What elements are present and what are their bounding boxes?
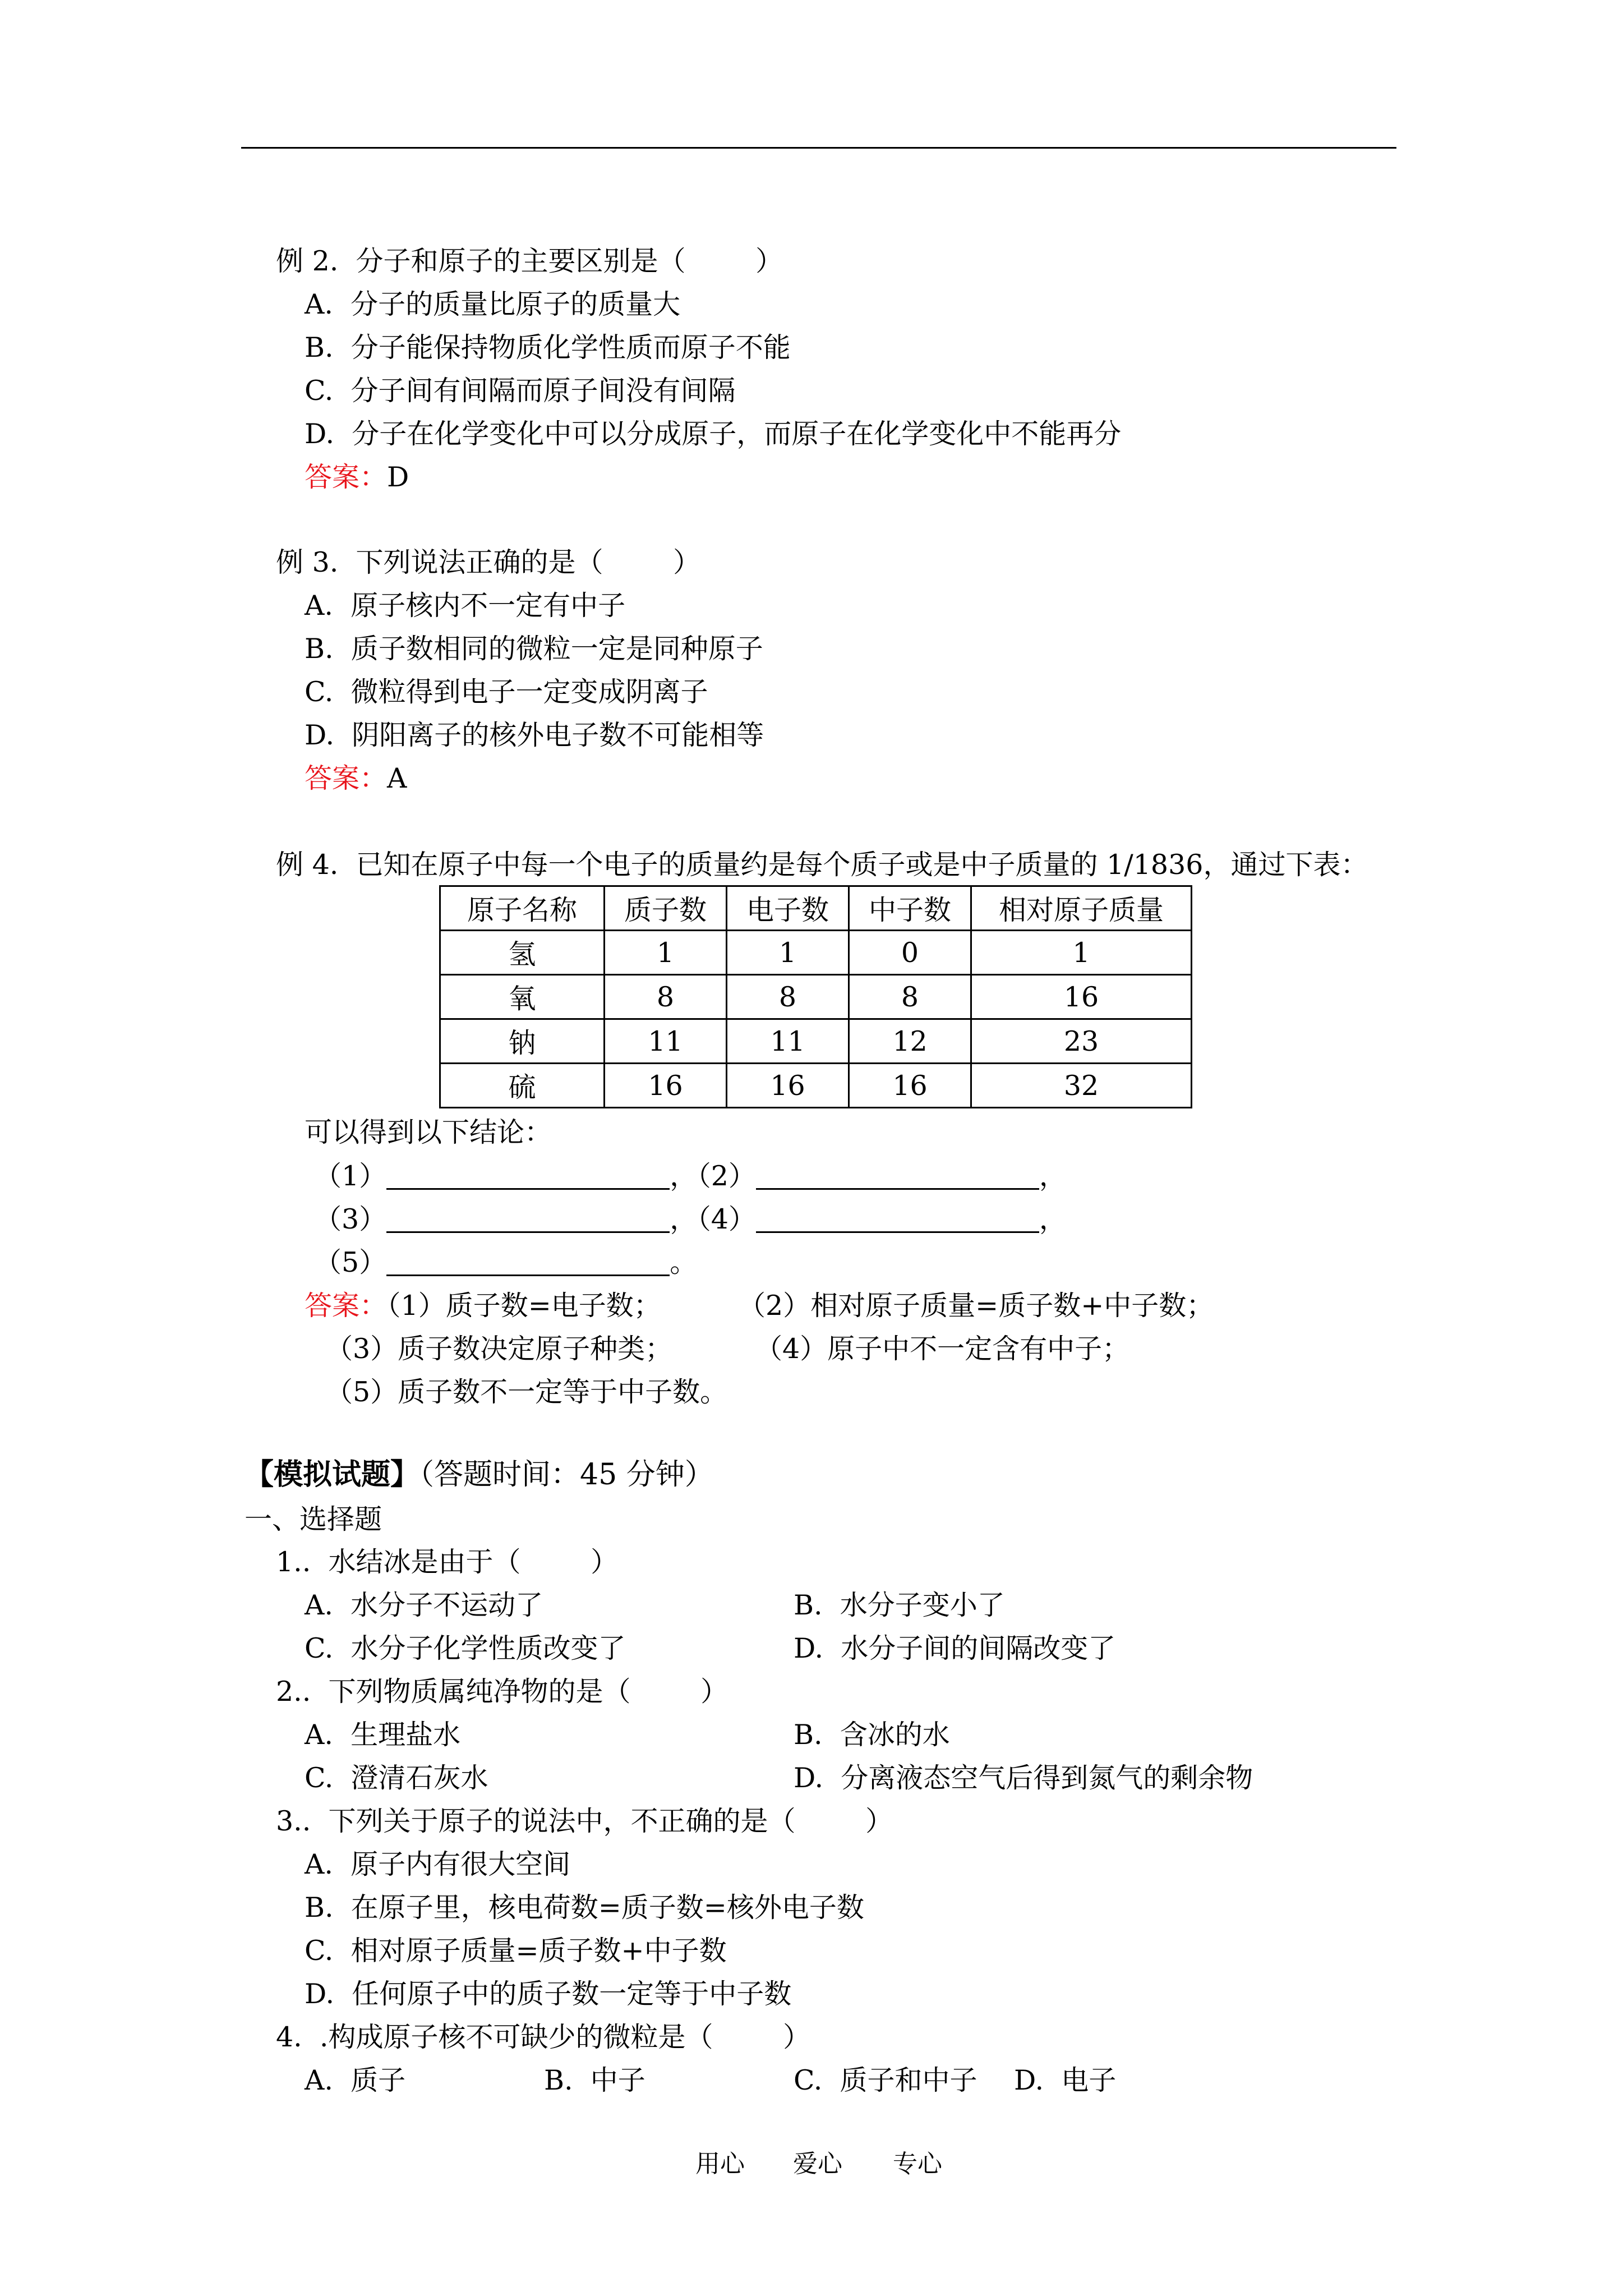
answer-label: 答案： xyxy=(305,461,388,493)
example3-option-a: A. 原子核内不一定有中子 xyxy=(305,590,626,622)
answer-item-2: （2）相对原子质量=质子数+中子数； xyxy=(738,1290,1214,1322)
table-cell: 16 xyxy=(849,1064,971,1108)
question-3-option-a: A. 原子内有很大空间 xyxy=(305,1848,571,1880)
answer-item-5: （5）质子数不一定等于中子数。 xyxy=(325,1376,728,1408)
section-title: 一、选择题 xyxy=(245,1503,382,1535)
table-header: 相对原子质量 xyxy=(971,886,1192,931)
question-4-stem: 4. .构成原子核不可缺少的微粒是（ ） xyxy=(276,2021,811,2053)
blank-label-3: （3） xyxy=(314,1203,387,1235)
question-3-stem: 3.. 下列关于原子的说法中，不正确的是（ ） xyxy=(276,1805,893,1837)
mock-time: （答题时间：45 分钟） xyxy=(419,1458,714,1492)
question-3-option-c: C. 相对原子质量=质子数+中子数 xyxy=(305,1935,727,1967)
example2-option-b: B. 分子能保持物质化学性质而原子不能 xyxy=(305,332,791,364)
blank-label-2: ，（2） xyxy=(670,1160,756,1192)
table-row xyxy=(440,975,1192,1019)
table-cell: 8 xyxy=(849,975,971,1019)
blank-sep: ， xyxy=(1039,1203,1067,1235)
example3-option-d: D. 阴阳离子的核外电子数不可能相等 xyxy=(305,719,764,751)
answer-value: A xyxy=(387,762,407,794)
blank-5 xyxy=(386,1252,670,1276)
example2-option-a: A. 分子的质量比原子的质量大 xyxy=(305,288,681,320)
table-cell: 0 xyxy=(849,931,971,975)
header-rule xyxy=(241,147,1396,149)
blank-sep: ， xyxy=(1039,1160,1067,1192)
question-1-option-c: C. 水分子化学性质改变了 xyxy=(305,1632,626,1664)
table-header: 电子数 xyxy=(727,886,849,931)
example2-option-d: D. 分子在化学变化中可以分成原子，而原子在化学变化中不能再分 xyxy=(305,418,1122,450)
blank-2 xyxy=(756,1166,1039,1190)
question-2-option-a: A. 生理盐水 xyxy=(305,1719,461,1751)
table-header: 中子数 xyxy=(849,886,971,931)
table-cell: 32 xyxy=(971,1064,1192,1108)
table-row xyxy=(440,1019,1192,1064)
blank-line-2 xyxy=(314,1205,1067,1233)
question-2-stem: 2.. 下列物质属纯净物的是（ ） xyxy=(276,1676,728,1708)
table-cell: 23 xyxy=(971,1019,1192,1064)
table-cell: 1 xyxy=(605,931,727,975)
table-cell: 8 xyxy=(727,975,849,1019)
example3-option-c: C. 微粒得到电子一定变成阴离子 xyxy=(305,676,708,708)
question-4-option-d: D. 电子 xyxy=(1014,2064,1117,2096)
blank-end: 。 xyxy=(670,1246,698,1278)
question-1-option-b: B. 水分子变小了 xyxy=(794,1589,1005,1621)
question-1-stem: 1.. 水结冰是由于（ ） xyxy=(276,1546,619,1578)
table-cell: 16 xyxy=(605,1064,727,1108)
blank-label-5: （5） xyxy=(314,1246,387,1278)
question-2-option-c: C. 澄清石灰水 xyxy=(305,1762,488,1794)
conclusion-prompt: 可以得到以下结论： xyxy=(305,1116,552,1148)
answer-label: 答案： xyxy=(305,1290,388,1322)
table-row xyxy=(440,1064,1192,1108)
mock-title: 【模拟试题】 xyxy=(245,1457,420,1492)
blank-label-4: ，（4） xyxy=(670,1203,756,1235)
blank-4 xyxy=(756,1209,1039,1233)
table-cell: 钠 xyxy=(440,1019,605,1064)
example3-option-b: B. 质子数相同的微粒一定是同种原子 xyxy=(305,633,763,665)
question-4-option-a: A. 质子 xyxy=(305,2064,406,2096)
table-cell: 1 xyxy=(727,931,849,975)
question-3-option-b: B. 在原子里，核电荷数=质子数=核外电子数 xyxy=(305,1892,864,1924)
table-cell: 16 xyxy=(727,1064,849,1108)
table-cell: 氧 xyxy=(440,975,605,1019)
table-cell: 1 xyxy=(971,931,1192,975)
question-4-option-c: C. 质子和中子 xyxy=(794,2064,978,2096)
blank-1 xyxy=(386,1166,670,1190)
table-row xyxy=(440,931,1192,975)
blank-line-1 xyxy=(314,1162,1067,1190)
answer-item-1: （1）质子数=电子数； xyxy=(387,1290,661,1322)
example4-stem: 例 4. 已知在原子中每一个电子的质量约是每个质子或是中子质量的 1/1836，通过下表： xyxy=(276,849,1368,881)
mock-heading xyxy=(245,1457,714,1492)
table-cell: 16 xyxy=(971,975,1192,1019)
answer-item-3: （3）质子数决定原子种类； xyxy=(325,1333,673,1365)
question-4-option-b: B. 中子 xyxy=(544,2064,645,2096)
answer-label: 答案： xyxy=(305,762,388,794)
table-cell: 8 xyxy=(605,975,727,1019)
footer-text-2: 爱心 xyxy=(793,2150,842,2178)
answer-item-4: （4）原子中不一定含有中子； xyxy=(755,1333,1130,1365)
table-cell: 11 xyxy=(605,1019,727,1064)
footer-text-1: 用心 xyxy=(695,2150,745,2178)
table-header: 原子名称 xyxy=(440,886,605,931)
blank-line-3 xyxy=(314,1246,698,1278)
table-header-row xyxy=(440,886,1192,931)
example3-answer xyxy=(305,762,407,794)
example2-stem: 例 2. 分子和原子的主要区别是（ ） xyxy=(276,245,783,277)
question-2-option-b: B. 含冰的水 xyxy=(794,1719,950,1751)
question-3-option-d: D. 任何原子中的质子数一定等于中子数 xyxy=(305,1978,792,2010)
example4-answer-line-1 xyxy=(305,1290,661,1322)
table-cell: 11 xyxy=(727,1019,849,1064)
table-header: 质子数 xyxy=(605,886,727,931)
atom-table xyxy=(439,885,1192,1108)
blank-label-1: （1） xyxy=(314,1160,387,1192)
blank-3 xyxy=(386,1209,670,1233)
question-1-option-a: A. 水分子不运动了 xyxy=(305,1589,543,1621)
example3-stem: 例 3. 下列说法正确的是（ ） xyxy=(276,546,701,578)
question-1-option-d: D. 水分子间的间隔改变了 xyxy=(794,1632,1116,1664)
table-cell: 氢 xyxy=(440,931,605,975)
question-2-option-d: D. 分离液态空气后得到氮气的剩余物 xyxy=(794,1762,1253,1794)
answer-value: D xyxy=(387,461,409,493)
footer-text-3: 专心 xyxy=(893,2150,942,2178)
table-cell: 硫 xyxy=(440,1064,605,1108)
table-cell: 12 xyxy=(849,1019,971,1064)
example2-option-c: C. 分子间有间隔而原子间没有间隔 xyxy=(305,375,736,407)
example2-answer xyxy=(305,463,409,491)
